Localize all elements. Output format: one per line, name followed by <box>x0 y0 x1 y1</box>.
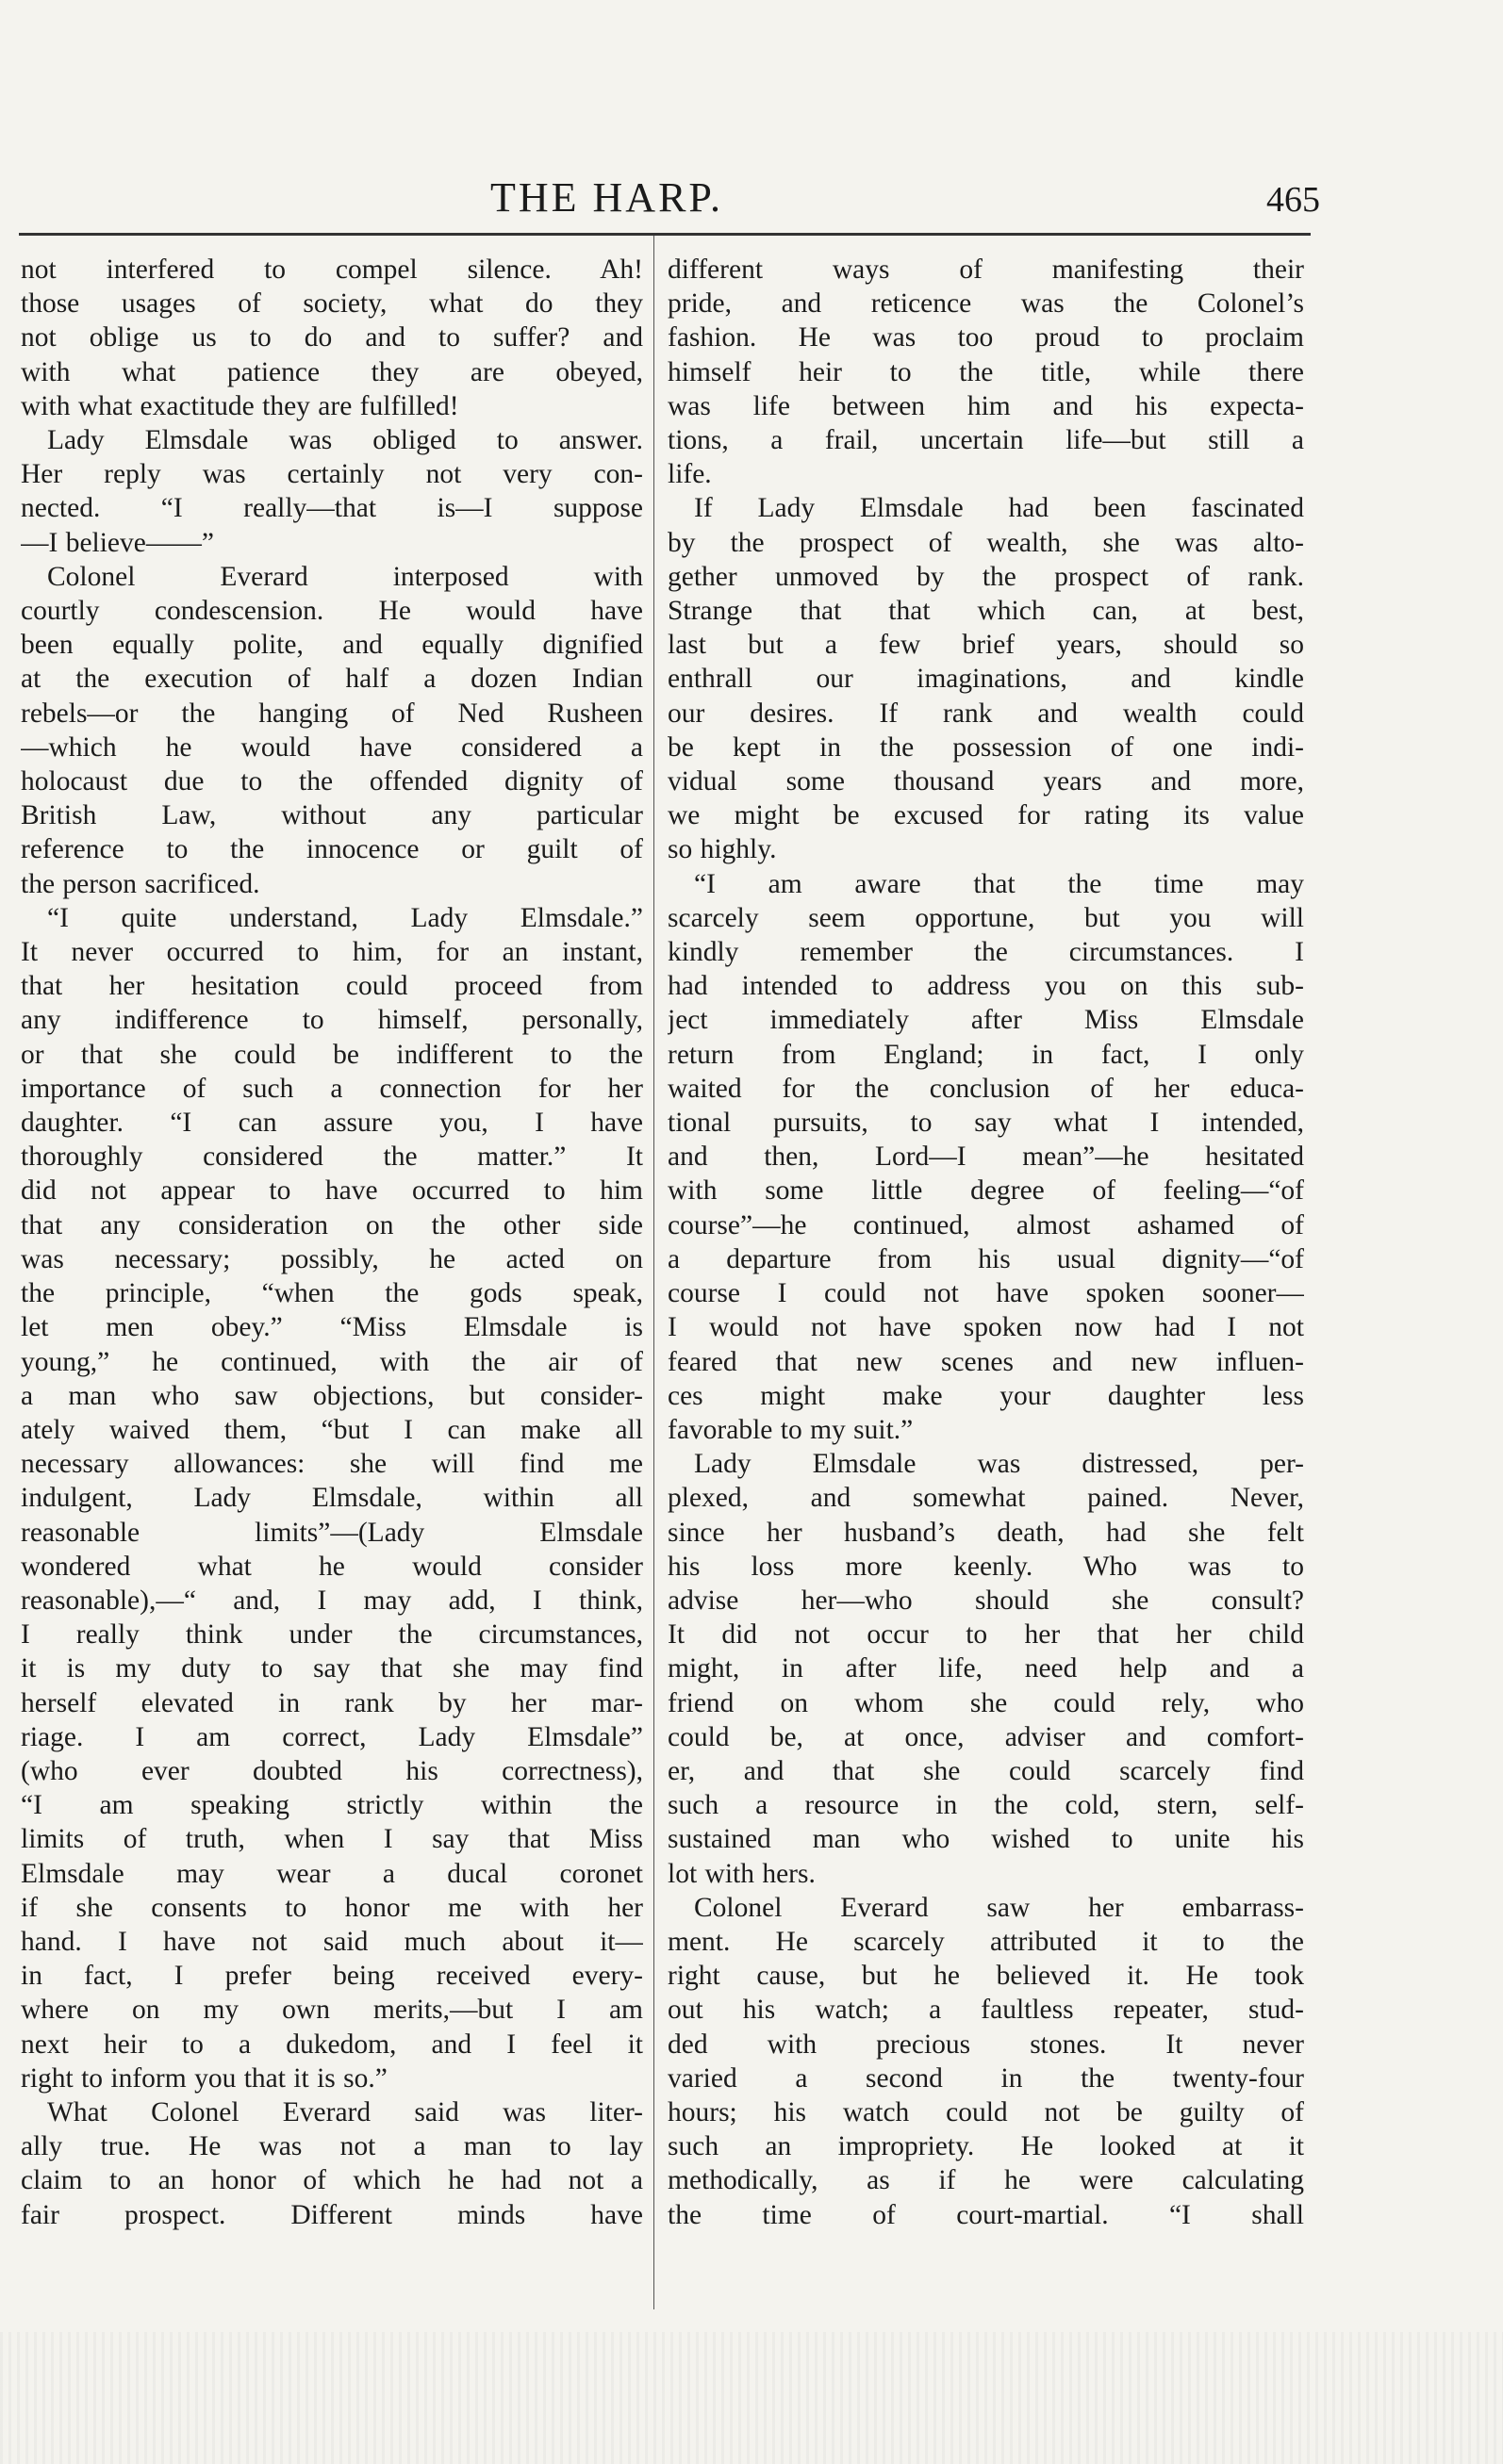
text-line: plexed, and somewhat pained. Never, <box>668 1483 1304 1514</box>
text-line: reasonable),—“ and, I may add, I think, <box>21 1585 643 1616</box>
page-header <box>19 170 1320 226</box>
text-line: not interfered to compel silence. Ah! <box>21 255 643 285</box>
text-line: be kept in the possession of one indi- <box>668 731 1304 763</box>
text-line: right to inform you that it is so.” <box>21 2062 388 2094</box>
header-rule <box>19 233 1311 236</box>
text-line: er, and that she could scarcely find <box>668 1755 1304 1786</box>
text-line: It never occurred to him, for an instant, <box>21 937 643 968</box>
text-line: where on my own merits,—but I am <box>21 1995 643 2026</box>
text-line: gether unmoved by the prospect of rank. <box>668 561 1304 592</box>
text-line: pride, and reticence was the Colonel’s <box>668 288 1304 320</box>
text-line: and then, Lord—I mean”—he hesitated <box>668 1142 1304 1173</box>
text-line: “I am speaking strictly within the <box>21 1790 643 1821</box>
text-line: Colonel Everard saw her embarrass- <box>694 1892 1304 1923</box>
text-line: that any consideration on the other side <box>21 1209 643 1240</box>
text-line: hand. I have not said much about it— <box>21 1926 643 1957</box>
text-line: courtly condescension. He would have <box>21 596 643 627</box>
text-line: right cause, but he believed it. He took <box>668 1961 1304 1992</box>
text-line: our desires. If rank and wealth could <box>668 698 1304 729</box>
text-line: enthrall our imaginations, and kindle <box>668 664 1304 695</box>
text-line: “I am aware that the time may <box>694 868 1304 899</box>
text-line: vidual some thousand years and more, <box>668 766 1304 797</box>
text-line: herself elevated in rank by her mar- <box>21 1687 643 1718</box>
text-line: fair prospect. Different minds have <box>21 2199 643 2230</box>
text-line: tional pursuits, to say what I intended, <box>668 1108 1304 1139</box>
running-title: THE HARP. <box>490 174 724 221</box>
text-line: holocaust due to the offended dignity of <box>21 766 643 797</box>
text-line: might, in after life, need help and a <box>668 1653 1304 1684</box>
text-line: rebels—or the hanging of Ned Rusheen <box>21 698 643 729</box>
left-column <box>21 253 643 2326</box>
text-line: “I quite understand, Lady Elmsdale.” <box>47 902 643 933</box>
text-line: wondered what he would consider <box>21 1551 643 1582</box>
text-line: his loss more keenly. Who was to <box>668 1551 1304 1582</box>
text-line: out his watch; a faultless repeater, stud- <box>668 1995 1304 2026</box>
text-line: ces might make your daughter less <box>668 1380 1304 1411</box>
text-line: was necessary; possibly, he acted on <box>21 1243 643 1274</box>
text-line: hours; his watch could not be guilty of <box>668 2096 1304 2127</box>
text-line: ject immediately after Miss Elmsdale <box>668 1005 1304 1036</box>
text-line: return from England; in fact, I only <box>668 1039 1304 1070</box>
text-line: with some little degree of feeling—“of <box>668 1175 1304 1207</box>
text-line: course”—he continued, almost ashamed of <box>668 1209 1304 1240</box>
text-line: nected. “I really—that is—I suppose <box>21 493 643 524</box>
text-line: reasonable limits”—(Lady Elmsdale <box>21 1517 643 1548</box>
text-line: Strange that that which can, at best, <box>668 596 1304 627</box>
text-line: Colonel Everard interposed with <box>47 561 643 592</box>
text-line: such an impropriety. He looked at it <box>668 2131 1304 2162</box>
text-line: If Lady Elmsdale had been fascinated <box>694 493 1304 524</box>
text-line: reference to the innocence or guilt of <box>21 834 643 865</box>
text-line: sustained man who wished to unite his <box>668 1824 1304 1855</box>
text-line: next heir to a dukedom, and I feel it <box>21 2029 643 2060</box>
text-line: if she consents to honor me with her <box>21 1892 643 1923</box>
text-line: favorable to my suit.” <box>668 1414 914 1445</box>
text-line: last but a few brief years, should so <box>668 630 1304 661</box>
text-line: the principle, “when the gods speak, <box>21 1278 643 1309</box>
text-line: varied a second in the twenty-four <box>668 2062 1304 2094</box>
text-line: tions, a frail, uncertain life—but still a <box>668 425 1304 456</box>
text-line: daughter. “I can assure you, I have <box>21 1108 643 1139</box>
text-line: or that she could be indifferent to the <box>21 1039 643 1070</box>
column-divider <box>653 236 654 2309</box>
text-line: ately waived them, “but I can make all <box>21 1414 643 1445</box>
text-line: I really think under the circumstances, <box>21 1619 643 1651</box>
text-line: was life between him and his expecta- <box>668 390 1304 421</box>
text-line: not oblige us to do and to suffer? and <box>21 322 643 353</box>
right-column <box>668 253 1304 2326</box>
text-line: —I believe——” <box>21 527 214 558</box>
text-line: I would not have spoken now had I not <box>668 1312 1304 1343</box>
text-line: Lady Elmsdale was obliged to answer. <box>47 425 643 456</box>
text-line: it is my duty to say that she may find <box>21 1653 643 1684</box>
text-line: importance of such a connection for her <box>21 1073 643 1104</box>
text-line: friend on whom she could rely, who <box>668 1687 1304 1718</box>
text-line: a man who saw objections, but consider- <box>21 1380 643 1411</box>
text-line: we might be excused for rating its value <box>668 800 1304 831</box>
scan-margin <box>0 2332 1503 2464</box>
text-line: with what exactitude they are fulfilled! <box>21 390 459 421</box>
text-line: methodically, as if he were calculating <box>668 2165 1304 2196</box>
text-line: limits of truth, when I say that Miss <box>21 1824 643 1855</box>
text-line: a departure from his usual dignity—“of <box>668 1243 1304 1274</box>
text-line: British Law, without any particular <box>21 800 643 831</box>
text-line: different ways of manifesting their <box>668 255 1304 285</box>
text-line: lot with hers. <box>668 1858 816 1889</box>
text-line: with what patience they are obeyed, <box>21 356 643 387</box>
text-line: scarcely seem opportune, but you will <box>668 902 1304 933</box>
text-line: course I could not have spoken sooner— <box>668 1278 1304 1309</box>
text-line: had intended to address you on this sub- <box>668 971 1304 1002</box>
page-number: 465 <box>1266 180 1320 220</box>
text-line: ded with precious stones. It never <box>668 2029 1304 2060</box>
text-line: thoroughly considered the matter.” It <box>21 1142 643 1173</box>
text-line: indulgent, Lady Elmsdale, within all <box>21 1483 643 1514</box>
text-line: feared that new scenes and new influen- <box>668 1346 1304 1377</box>
text-line: claim to an honor of which he had not a <box>21 2165 643 2196</box>
text-line: let men obey.” “Miss Elmsdale is <box>21 1312 643 1343</box>
text-line: could be, at once, adviser and comfort- <box>668 1721 1304 1752</box>
text-line: so highly. <box>668 834 777 865</box>
text-line: young,” he continued, with the air of <box>21 1346 643 1377</box>
text-line: riage. I am correct, Lady Elmsdale” <box>21 1721 643 1752</box>
text-line: that her hesitation could proceed from <box>21 971 643 1002</box>
text-line: fashion. He was too proud to proclaim <box>668 322 1304 353</box>
text-line: himself heir to the title, while there <box>668 356 1304 387</box>
text-line: since her husband’s death, had she felt <box>668 1517 1304 1548</box>
text-line: kindly remember the circumstances. I <box>668 937 1304 968</box>
text-line: advise her—who should she consult? <box>668 1585 1304 1616</box>
text-line: Lady Elmsdale was distressed, per- <box>694 1449 1304 1480</box>
text-line: Elmsdale may wear a ducal coronet <box>21 1858 643 1889</box>
text-line: such a resource in the cold, stern, self- <box>668 1790 1304 1821</box>
text-line: by the prospect of wealth, she was alto- <box>668 527 1304 558</box>
text-line: did not appear to have occurred to him <box>21 1175 643 1207</box>
text-line: Her reply was certainly not very con- <box>21 459 643 490</box>
text-line: It did not occur to her that her child <box>668 1619 1304 1651</box>
text-line: ment. He scarcely attributed it to the <box>668 1926 1304 1957</box>
text-line: the person sacrificed. <box>21 868 260 899</box>
text-line: at the execution of half a dozen Indian <box>21 664 643 695</box>
text-line: those usages of society, what do they <box>21 288 643 320</box>
text-line: any indifference to himself, personally, <box>21 1005 643 1036</box>
text-line: waited for the conclusion of her educa- <box>668 1073 1304 1104</box>
text-line: (who ever doubted his correctness), <box>21 1755 643 1786</box>
text-line: been equally polite, and equally dignified <box>21 630 643 661</box>
text-line: ally true. He was not a man to lay <box>21 2131 643 2162</box>
text-line: the time of court-martial. “I shall <box>668 2199 1304 2230</box>
text-line: in fact, I prefer being received every- <box>21 1961 643 1992</box>
text-line: necessary allowances: she will find me <box>21 1449 643 1480</box>
text-line: life. <box>668 459 712 490</box>
text-line: What Colonel Everard said was liter- <box>47 2096 643 2127</box>
text-line: —which he would have considered a <box>21 731 643 763</box>
